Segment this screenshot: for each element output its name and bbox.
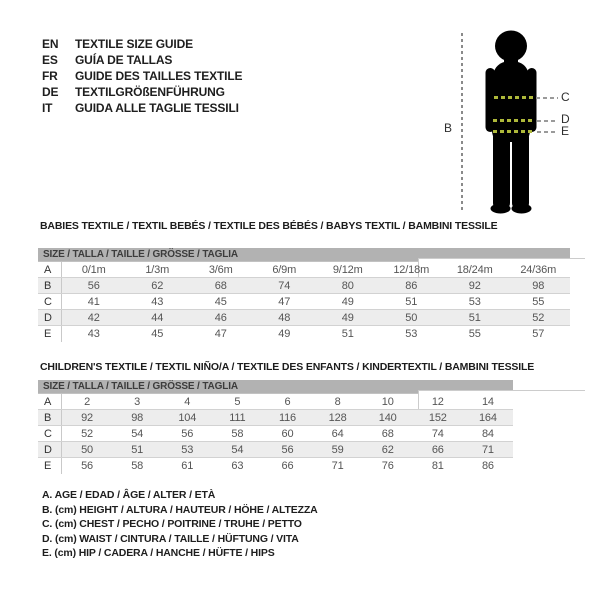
figure-label-hip: E — [561, 124, 569, 138]
size-cell: 49 — [278, 328, 291, 340]
babies-row-B — [38, 278, 570, 294]
size-cell: 43 — [87, 328, 100, 340]
size-cell: 10 — [381, 396, 394, 408]
size-cell: 64 — [331, 428, 344, 440]
figure-label-chest: C — [561, 90, 570, 104]
child-silhouette — [482, 30, 540, 214]
size-cell: 9/12m — [332, 264, 363, 276]
lang-text: GUIDE DES TAILLES TEXTILE — [75, 69, 243, 83]
size-cell: 12/18m — [393, 264, 430, 276]
lang-row-es — [42, 52, 242, 68]
babies-row-E — [38, 326, 570, 342]
size-cell: 140 — [378, 412, 397, 424]
size-cell: 152 — [428, 412, 447, 424]
size-cell: 51 — [468, 312, 481, 324]
hip-measure-line — [493, 130, 535, 133]
legend-hip: E. (cm) HIP / CADERA / HANCHE / HÜFTE / HIPS — [42, 547, 275, 559]
hip-leader-line — [537, 131, 558, 133]
measurement-figure — [440, 20, 590, 225]
size-cell: 62 — [151, 280, 164, 292]
babies-row-D — [38, 310, 570, 326]
size-cell: 128 — [328, 412, 347, 424]
measurement-legend — [42, 488, 318, 561]
children-row-E — [38, 458, 513, 474]
size-cell: 55 — [532, 296, 545, 308]
size-cell: 45 — [214, 296, 227, 308]
size-cell: 18/24m — [456, 264, 493, 276]
size-cell: 61 — [181, 460, 194, 472]
row-label: E — [38, 326, 62, 342]
children-size-table — [38, 380, 513, 474]
lang-code: ES — [42, 53, 58, 67]
lang-row-fr — [42, 68, 242, 84]
lang-text: GUÍA DE TALLAS — [75, 53, 173, 67]
lang-text: TEXTILGRÖßENFÜHRUNG — [75, 85, 225, 99]
size-cell: 98 — [131, 412, 144, 424]
size-cell: 56 — [81, 460, 94, 472]
size-cell: 104 — [178, 412, 197, 424]
size-cell: 92 — [81, 412, 94, 424]
size-cell: 59 — [331, 444, 344, 456]
size-cell: 116 — [278, 412, 297, 424]
size-cell: 66 — [281, 460, 294, 472]
size-cell: 66 — [431, 444, 444, 456]
size-cell: 98 — [532, 280, 545, 292]
row-label: B — [38, 410, 62, 425]
size-cell: 50 — [405, 312, 418, 324]
children-row-D — [38, 442, 513, 458]
size-cell: 41 — [87, 296, 100, 308]
babies-section-title: BABIES TEXTILE / TEXTIL BEBÉS / TEXTILE DES BÉBÉS / BABYS TEXTIL / BAMBINI TESSILE — [40, 220, 498, 232]
size-cell: 52 — [532, 312, 545, 324]
size-cell: 12 — [431, 396, 444, 408]
size-cell: 14 — [481, 396, 494, 408]
legend-chest: C. (cm) CHEST / PECHO / POITRINE / TRUHE / PETTO — [42, 518, 302, 530]
row-label: A — [38, 394, 62, 409]
size-cell: 86 — [405, 280, 418, 292]
size-cell: 68 — [214, 280, 227, 292]
size-cell: 84 — [481, 428, 494, 440]
lang-code: IT — [42, 101, 53, 115]
figure-label-height: B — [444, 121, 452, 135]
figure-label-waist: D — [561, 112, 570, 126]
height-measure-line — [461, 33, 463, 211]
size-cell: 49 — [341, 312, 354, 324]
size-header-band: SIZE / TALLA / TAILLE / GRÖSSE / TAGLIA — [38, 248, 570, 262]
language-list — [42, 36, 242, 116]
legend-height: B. (cm) HEIGHT / ALTURA / HAUTEUR / HÖHE / ALTEZZA — [42, 503, 318, 516]
chest-leader-line — [536, 97, 558, 99]
size-cell: 71 — [481, 444, 494, 456]
size-cell: 1/3m — [145, 264, 170, 276]
size-cell: 3 — [134, 396, 141, 408]
row-label: C — [38, 294, 62, 309]
size-cell: 62 — [381, 444, 394, 456]
size-cell: 68 — [381, 428, 394, 440]
size-cell: 43 — [151, 296, 164, 308]
size-header-band: SIZE / TALLA / TAILLE / GRÖSSE / TAGLIA — [38, 380, 513, 394]
size-cell: 45 — [151, 328, 164, 340]
row-label: D — [38, 310, 62, 325]
size-cell: 53 — [468, 296, 481, 308]
size-cell: 60 — [281, 428, 294, 440]
size-cell: 58 — [131, 460, 144, 472]
size-cell: 8 — [334, 396, 341, 408]
size-cell: 92 — [468, 280, 481, 292]
chest-measure-line — [494, 96, 533, 99]
babies-size-table — [38, 248, 570, 342]
size-cell: 74 — [431, 428, 444, 440]
size-cell: 24/36m — [520, 264, 557, 276]
size-cell: 56 — [181, 428, 194, 440]
size-cell: 52 — [81, 428, 94, 440]
size-cell: 51 — [341, 328, 354, 340]
size-cell: 49 — [341, 296, 354, 308]
lang-text: TEXTILE SIZE GUIDE — [75, 37, 193, 51]
size-cell: 164 — [478, 412, 497, 424]
size-cell: 0/1m — [81, 264, 106, 276]
lang-code: EN — [42, 37, 59, 51]
size-cell: 48 — [278, 312, 291, 324]
waist-leader-line — [537, 120, 558, 122]
size-cell: 50 — [81, 444, 94, 456]
babies-row-C — [38, 294, 570, 310]
size-cell: 54 — [131, 428, 144, 440]
size-cell: 53 — [181, 444, 194, 456]
size-cell: 6 — [284, 396, 291, 408]
size-cell: 2 — [84, 396, 91, 408]
size-cell: 81 — [431, 460, 444, 472]
size-cell: 51 — [131, 444, 144, 456]
row-label: A — [38, 262, 62, 277]
size-cell: 74 — [278, 280, 291, 292]
children-row-B — [38, 410, 513, 426]
size-cell: 42 — [87, 312, 100, 324]
size-cell: 56 — [281, 444, 294, 456]
size-cell: 46 — [214, 312, 227, 324]
size-cell: 6/9m — [272, 264, 297, 276]
size-cell: 51 — [405, 296, 418, 308]
size-cell: 44 — [151, 312, 164, 324]
size-cell: 55 — [468, 328, 481, 340]
size-cell: 47 — [214, 328, 227, 340]
size-cell: 53 — [405, 328, 418, 340]
lang-row-de — [42, 84, 242, 100]
legend-waist: D. (cm) WAIST / CINTURA / TAILLE / HÜFTUNG / VITA — [42, 532, 299, 545]
size-cell: 76 — [381, 460, 394, 472]
lang-row-en — [42, 36, 242, 52]
size-cell: 47 — [278, 296, 291, 308]
lang-row-it — [42, 100, 242, 116]
size-cell: 56 — [87, 280, 100, 292]
lang-code: DE — [42, 85, 59, 99]
row-label: E — [38, 458, 62, 474]
size-cell: 71 — [331, 460, 344, 472]
size-cell: 5 — [234, 396, 241, 408]
row-label: B — [38, 278, 62, 293]
children-row-C — [38, 426, 513, 442]
size-cell: 86 — [481, 460, 494, 472]
waist-measure-line — [493, 119, 534, 122]
size-cell: 4 — [184, 396, 191, 408]
babies-row-A — [38, 262, 570, 278]
size-cell: 111 — [229, 412, 246, 424]
children-section-title: CHILDREN'S TEXTILE / TEXTIL NIÑO/A / TEXTILE DES ENFANTS / KINDERTEXTIL / BAMBINI TESSILE — [40, 361, 535, 373]
size-cell: 80 — [341, 280, 354, 292]
row-label: C — [38, 426, 62, 441]
size-cell: 63 — [231, 460, 244, 472]
lang-text: GUIDA ALLE TAGLIE TESSILI — [75, 101, 239, 115]
row-label: D — [38, 442, 62, 457]
size-cell: 3/6m — [208, 264, 233, 276]
size-cell: 54 — [231, 444, 244, 456]
legend-age: A. AGE / EDAD / ÂGE / ALTER / ETÀ — [42, 489, 216, 501]
children-row-A — [38, 394, 513, 410]
size-cell: 58 — [231, 428, 244, 440]
lang-code: FR — [42, 69, 58, 83]
size-cell: 57 — [532, 328, 545, 340]
